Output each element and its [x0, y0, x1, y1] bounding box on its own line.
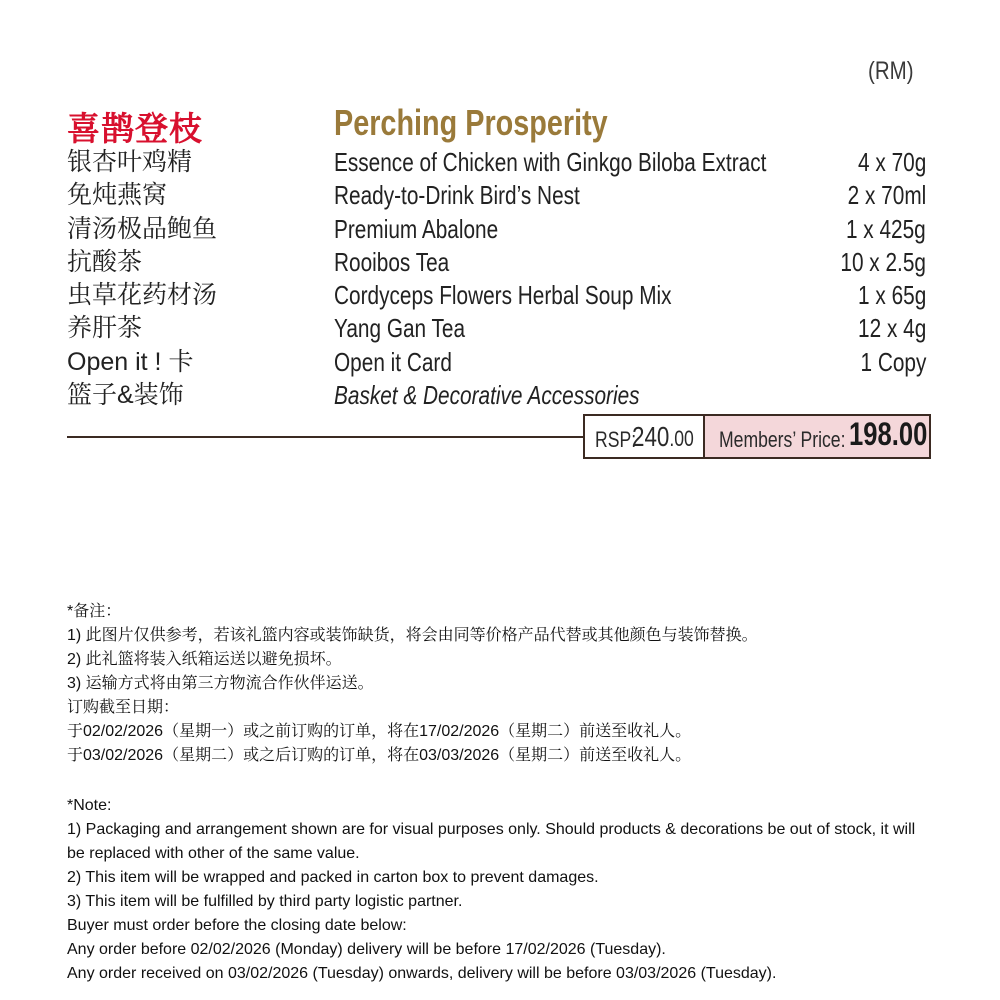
- note-line-en: Buyer must order before the closing date below:: [67, 917, 407, 934]
- item-name-en: Basket & Decorative Accessories: [334, 380, 640, 411]
- product-title-cn: 喜鹊登枝: [67, 110, 203, 147]
- note-line-cn: 3) 运输方式将由第三方物流合作伙伴运送。: [67, 675, 374, 692]
- currency-label: (RM): [868, 57, 914, 85]
- item-quantity: 1 x 65g: [857, 280, 926, 311]
- item-name-cn: Open it ! 卡: [67, 347, 194, 376]
- rsp-value-int: 240: [632, 421, 670, 452]
- notes-english: [67, 794, 927, 986]
- item-row: [0, 312, 1000, 345]
- item-name-cn: 清汤极品鲍鱼: [67, 214, 218, 243]
- item-name-cn: 抗酸茶: [67, 247, 143, 276]
- item-row: [0, 246, 1000, 279]
- rsp-label: RSP:: [595, 427, 637, 452]
- notes-chinese: [67, 600, 758, 768]
- rsp-value: [632, 421, 694, 453]
- item-name-en: Yang Gan Tea: [334, 313, 466, 344]
- notes-heading-en: *Note:: [67, 797, 112, 814]
- item-name-cn: 免炖燕窝: [67, 181, 168, 210]
- divider-line: [67, 436, 585, 438]
- product-title-en: Perching Prosperity: [334, 102, 608, 143]
- item-quantity: 4 x 70g: [857, 147, 926, 177]
- item-list: [0, 146, 1000, 412]
- item-name-en: Ready-to-Drink Bird’s Nest: [334, 180, 580, 211]
- note-line-en: 2) This item will be wrapped and packed in carton box to prevent damages.: [67, 869, 599, 886]
- item-name-cn: 养肝茶: [67, 314, 143, 343]
- note-line-en: 3) This item will be fulfilled by third party logistic partner.: [67, 893, 463, 910]
- item-name-cn: 虫草花药材汤: [67, 281, 218, 310]
- item-quantity: 1 Copy: [860, 346, 926, 377]
- note-line-cn: 于03/02/2026（星期二）或之后订购的订单，将在03/03/2026（星期二）前送至收礼人。: [67, 747, 692, 764]
- note-line-cn: 订购截至日期：: [67, 699, 180, 716]
- item-row: [0, 379, 1000, 412]
- member-price-value: 198.00: [849, 416, 928, 452]
- item-name-en: Cordyceps Flowers Herbal Soup Mix: [334, 280, 672, 311]
- note-line-cn: 于02/02/2026（星期一）或之前订购的订单，将在17/02/2026（星期二）前送至收礼人。: [67, 723, 692, 740]
- item-row: [0, 346, 1000, 379]
- item-row: [0, 213, 1000, 246]
- note-line-en: Any order before 02/02/2026 (Monday) delivery will be before 17/02/2026 (Tuesday).: [67, 941, 666, 958]
- rsp-price-box: [583, 414, 705, 459]
- item-name-en: Premium Abalone: [334, 213, 499, 244]
- note-line-en: Any order received on 03/02/2026 (Tuesday) onwards, delivery will be before 03/03/2026 (Tuesday).: [67, 965, 777, 982]
- item-name-en: Rooibos Tea: [334, 246, 450, 277]
- item-name-cn: 银杏叶鸡精: [67, 148, 193, 176]
- item-row: [0, 279, 1000, 312]
- item-quantity: 10 x 2.5g: [840, 246, 926, 277]
- item-row: [0, 146, 1000, 179]
- member-price-box: [705, 414, 931, 459]
- note-line-cn: 1) 此图片仅供参考，若该礼篮内容或装饰缺货，将会由同等价格产品代替或其他颜色与装饰替换。: [67, 627, 758, 644]
- item-quantity: 12 x 4g: [857, 313, 926, 344]
- item-row: [0, 179, 1000, 212]
- item-quantity: 1 x 425g: [846, 213, 926, 244]
- item-name-cn: 篮子&装饰: [67, 381, 184, 410]
- rsp-value-decimal: .00: [669, 426, 695, 451]
- member-price-label: Members’ Price:: [719, 427, 846, 452]
- item-name-en: Essence of Chicken with Ginkgo Biloba Extract: [334, 147, 767, 177]
- notes-heading-cn: *备注：: [67, 603, 122, 620]
- item-quantity: 2 x 70ml: [847, 180, 926, 211]
- note-line-en: 1) Packaging and arrangement shown are for visual purposes only. Should products & decorations be out of stock, it will be replaced with other of the same value.: [67, 821, 916, 862]
- item-name-en: Open it Card: [334, 346, 452, 377]
- note-line-cn: 2) 此礼篮将装入纸箱运送以避免损坏。: [67, 651, 342, 668]
